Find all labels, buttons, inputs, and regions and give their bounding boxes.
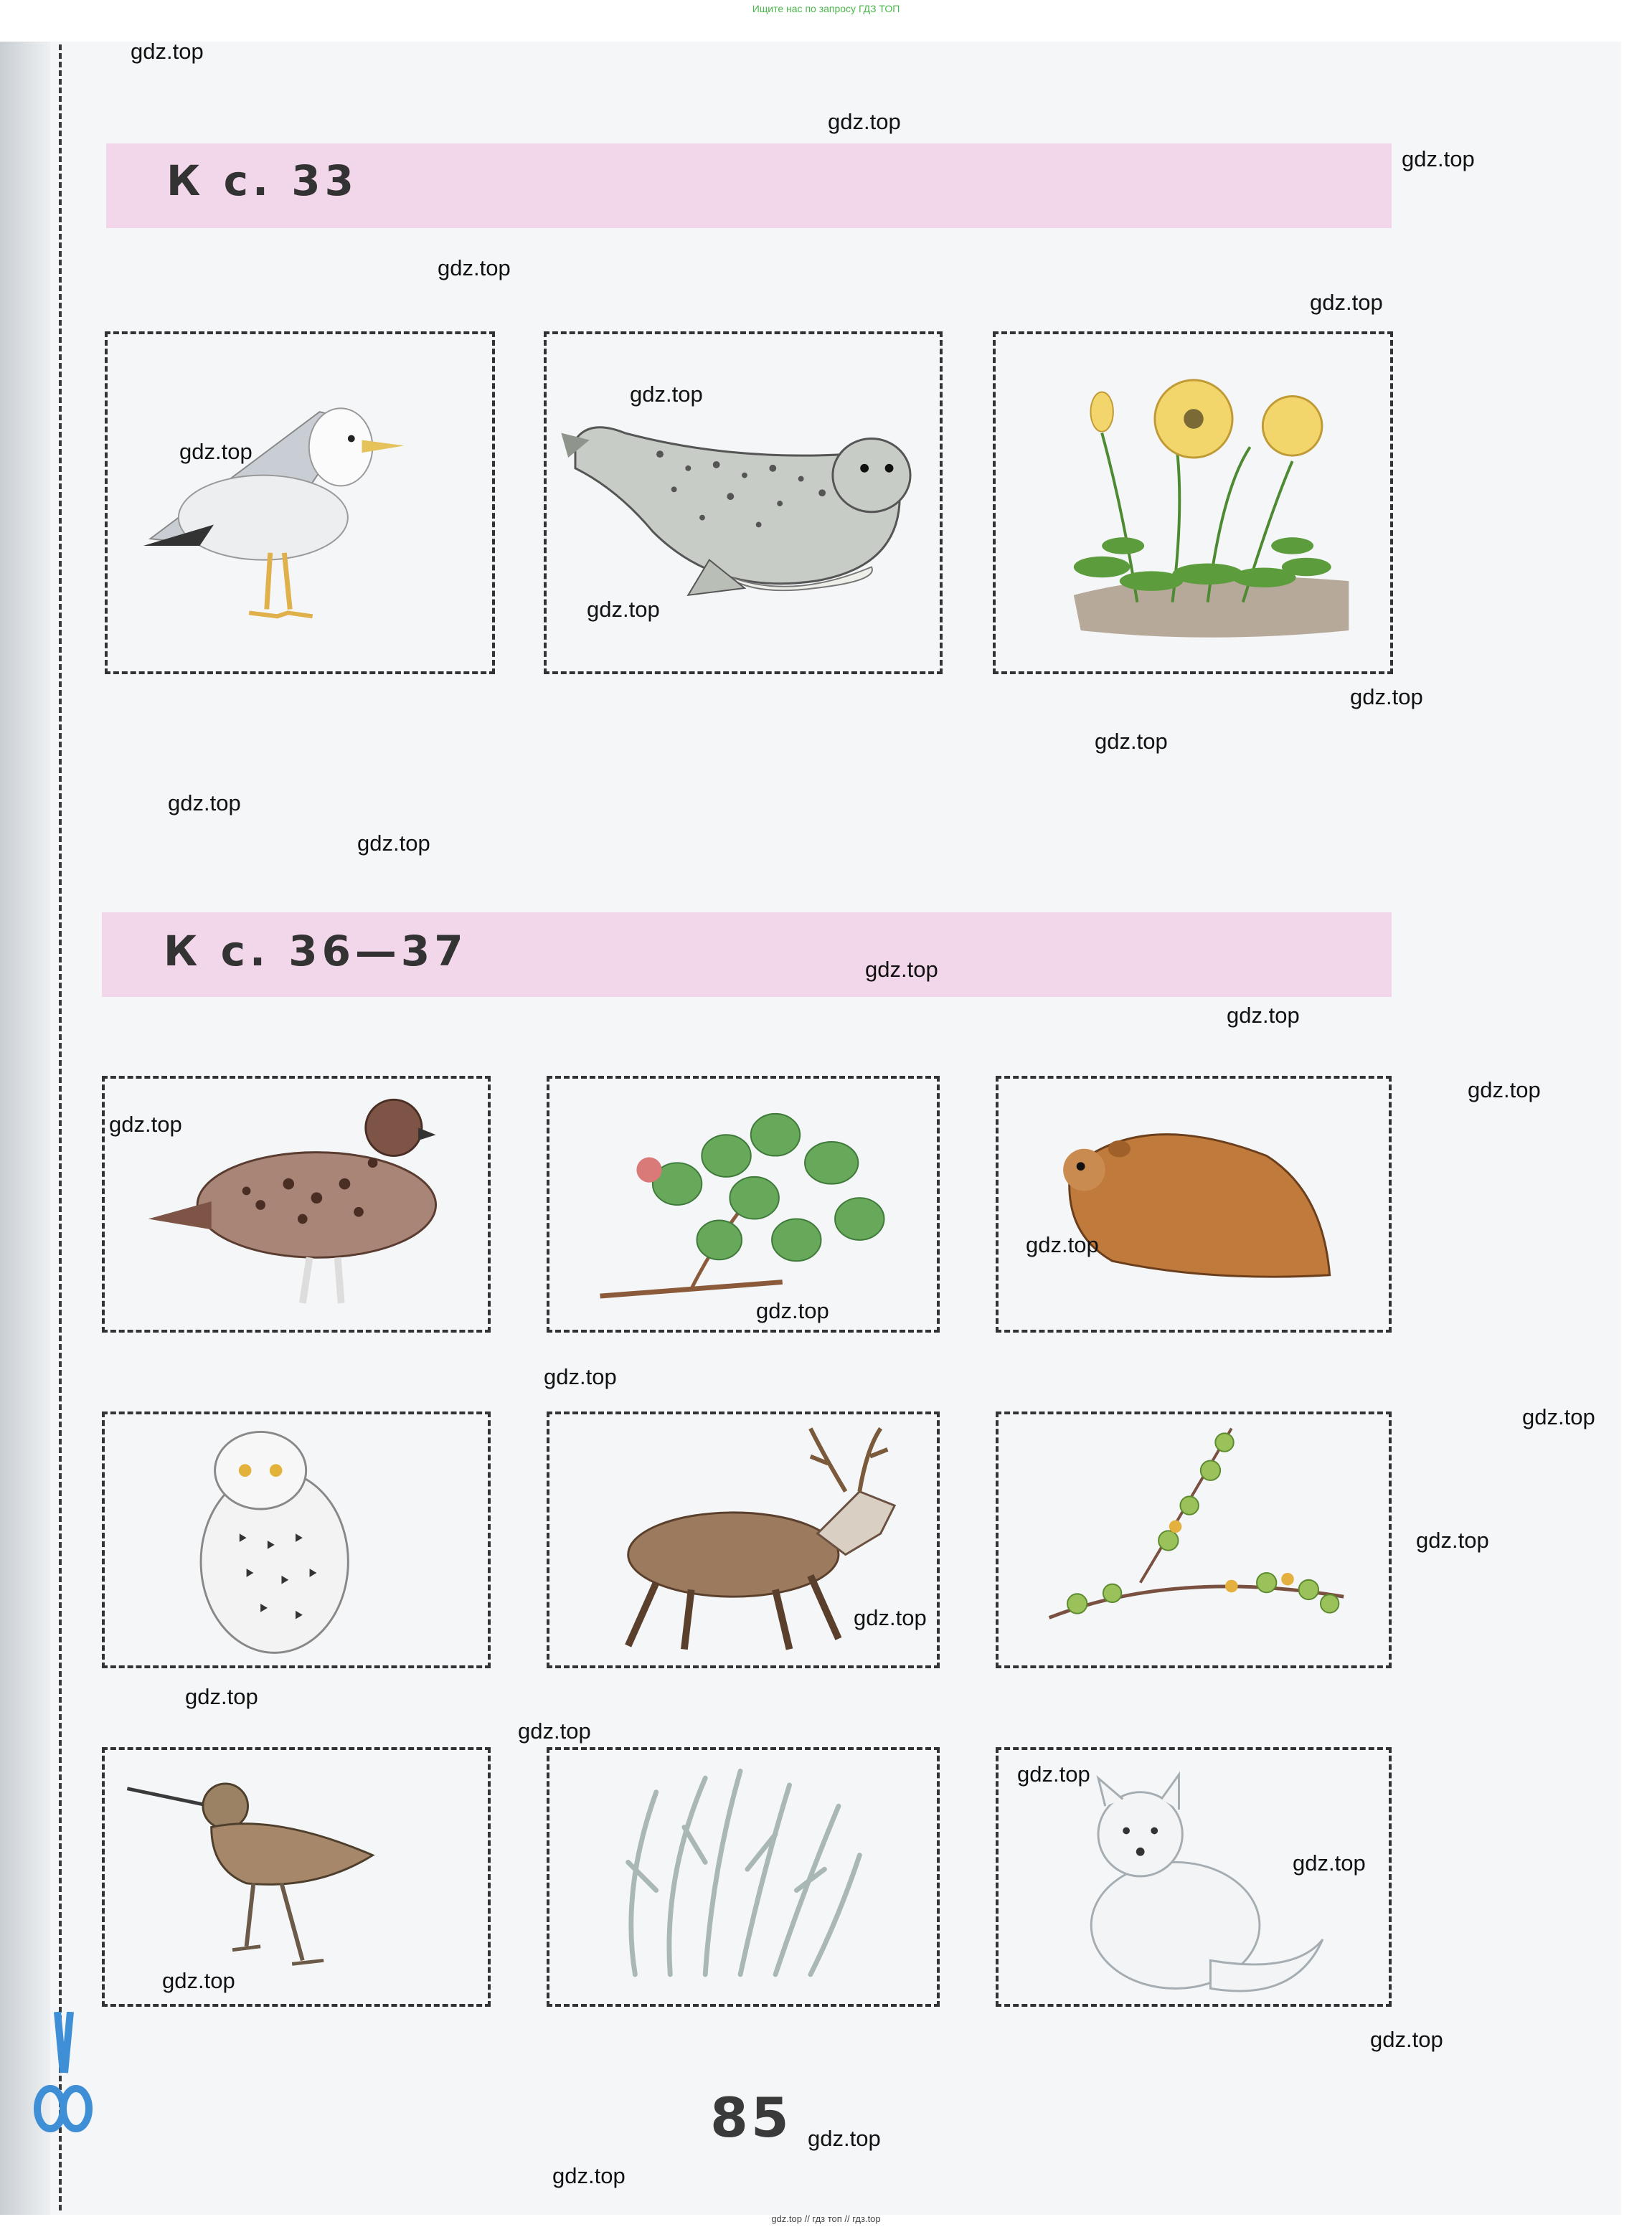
watermark: gdz.top — [109, 1112, 182, 1137]
page-binding-shade — [0, 42, 50, 2215]
section-heading-1: К с. 33 — [166, 156, 358, 205]
watermark: gdz.top — [1402, 146, 1475, 171]
card-dwarf-birch[interactable] — [996, 1411, 1392, 1668]
watermark: gdz.top — [1522, 1404, 1595, 1429]
watermark: gdz.top — [756, 1298, 829, 1323]
watermark: gdz.top — [552, 2163, 626, 2188]
arctic-poppy-icon — [996, 334, 1390, 671]
watermark: gdz.top — [1350, 684, 1423, 709]
watermark: gdz.top — [1370, 2027, 1443, 2052]
card-seal[interactable] — [544, 331, 943, 674]
seagull-icon — [108, 334, 492, 671]
cut-line — [59, 44, 62, 2210]
arctic-fox-icon — [999, 1750, 1389, 2004]
card-reindeer-moss[interactable] — [547, 1747, 940, 2007]
watermark: gdz.top — [1293, 1850, 1366, 1876]
watermark: gdz.top — [179, 439, 252, 464]
dwarf-birch-icon — [999, 1414, 1389, 1665]
watermark: gdz.top — [587, 597, 660, 622]
watermark: gdz.top — [1468, 1077, 1541, 1102]
watermark: gdz.top — [544, 1364, 617, 1389]
card-seagull[interactable] — [105, 331, 495, 674]
watermark: gdz.top — [1017, 1762, 1090, 1787]
watermark: gdz.top — [518, 1718, 591, 1744]
watermark: gdz.top — [168, 790, 241, 815]
card-snowy-owl[interactable] — [102, 1411, 491, 1668]
watermark: gdz.top — [1026, 1232, 1099, 1257]
lemming-icon — [999, 1079, 1389, 1330]
watermark: gdz.top — [438, 255, 511, 280]
watermark: gdz.top — [1416, 1528, 1489, 1553]
reindeer-moss-icon — [549, 1750, 937, 2004]
card-lemming[interactable] — [996, 1076, 1392, 1333]
watermark: gdz.top — [185, 1684, 258, 1709]
sandpiper-icon — [105, 1750, 488, 2004]
watermark: gdz.top — [1095, 729, 1168, 754]
watermark: gdz.top — [865, 957, 938, 982]
section-heading-2: К с. 36—37 — [164, 927, 468, 975]
page-number: 85 — [710, 2086, 792, 2150]
watermark: gdz.top — [1227, 1003, 1300, 1028]
card-dwarf-willow[interactable] — [547, 1076, 940, 1333]
footer-note: gdz.top // гдз топ // гдз.top — [771, 2213, 881, 2224]
watermark: gdz.top — [854, 1605, 927, 1630]
card-arctic-poppy[interactable] — [993, 331, 1393, 674]
watermark: gdz.top — [1310, 290, 1383, 315]
header-note: Ищите нас по запросу ГДЗ ТОП — [752, 3, 900, 14]
watermark: gdz.top — [828, 109, 901, 134]
watermark: gdz.top — [162, 1968, 235, 1993]
snowy-owl-icon — [105, 1414, 488, 1665]
watermark: gdz.top — [808, 2126, 881, 2151]
dwarf-willow-icon — [549, 1079, 937, 1330]
watermark: gdz.top — [630, 382, 703, 407]
watermark: gdz.top — [131, 39, 204, 64]
scissors-icon — [29, 2012, 93, 2134]
watermark: gdz.top — [357, 831, 430, 856]
card-sandpiper[interactable] — [102, 1747, 491, 2007]
